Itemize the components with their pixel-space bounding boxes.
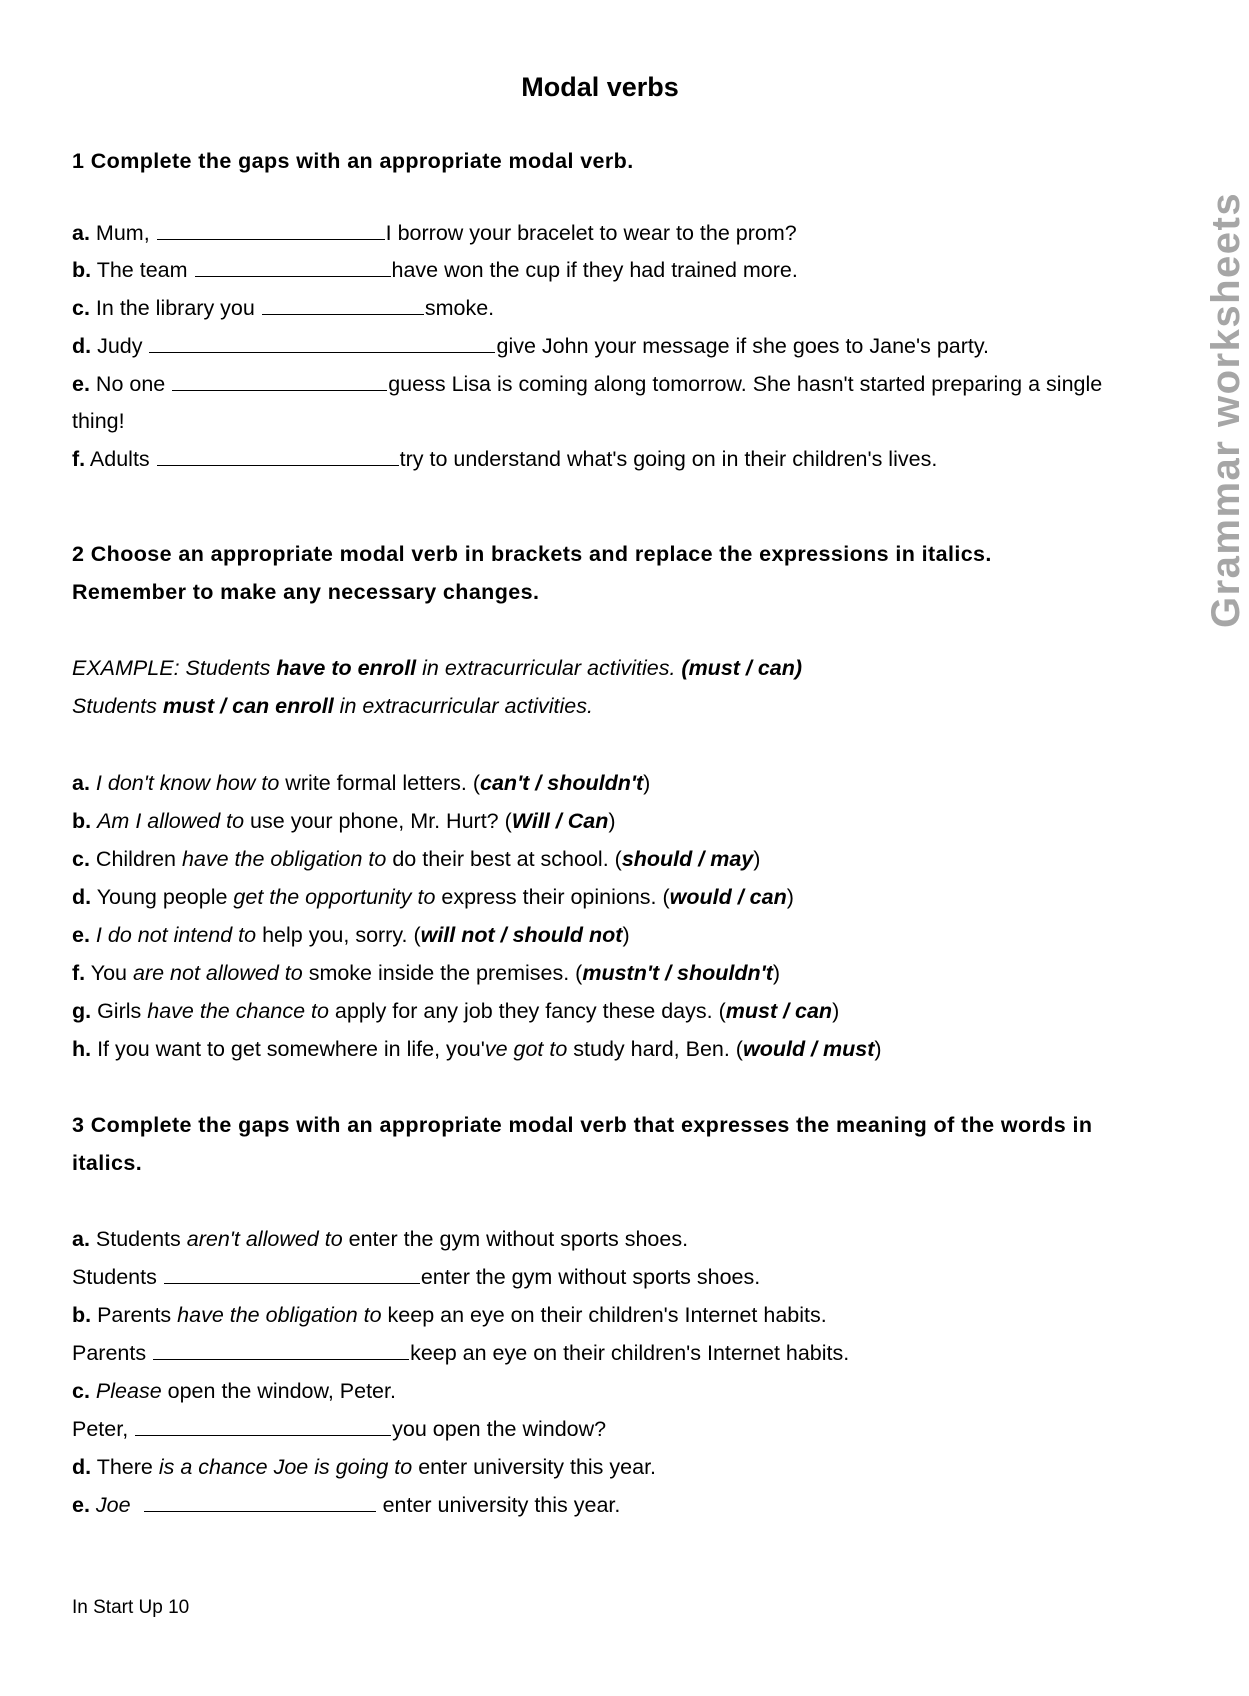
answer-gap[interactable]	[157, 447, 399, 466]
footer-text: In Start Up 10	[72, 1597, 190, 1618]
s1-item-d: d. Judy give John your message if she goes to Jane's party.	[72, 334, 989, 358]
example-line-1: EXAMPLE: Students have to enroll in extracurricular activities. (must / can)	[72, 656, 803, 680]
s1-item-e-cont: thing!	[72, 409, 125, 433]
answer-gap[interactable]	[172, 372, 387, 391]
page-title: Modal verbs	[521, 72, 679, 102]
s1-item-a: a. Mum, I borrow your bracelet to wear to the prom?	[72, 221, 797, 245]
s1-item-f: f. Adults try to understand what's going on in their children's lives.	[72, 447, 938, 471]
section1-heading: 1 Complete the gaps with an appropriate modal verb.	[72, 149, 634, 173]
s3-item-e: e. Joe enter university this year.	[72, 1493, 621, 1517]
side-label	[1142, 188, 1248, 648]
s2-item-a: a. I don't know how to write formal letters. (can't / shouldn't)	[72, 771, 651, 795]
s1-item-b: b. The team have won the cup if they had trained more.	[72, 258, 798, 282]
s3-item-a-answer: Students enter the gym without sports shoes.	[72, 1265, 761, 1289]
s3-item-c: c. Please open the window, Peter.	[72, 1379, 396, 1403]
side-label-text: Grammar worksheets	[1204, 191, 1248, 628]
s3-item-b: b. Parents have the obligation to keep an eye on their children's Internet habits.	[72, 1303, 827, 1327]
s2-item-b: b. Am I allowed to use your phone, Mr. Hurt? (Will / Can)	[72, 809, 616, 833]
s2-item-f: f. You are not allowed to smoke inside the premises. (mustn't / shouldn't)	[72, 961, 781, 985]
s2-item-e: e. I do not intend to help you, sorry. (will not / should not)	[72, 923, 630, 947]
s2-item-h: h. If you want to get somewhere in life, you've got to study hard, Ben. (would / must)	[72, 1037, 882, 1061]
example-line-2: Students must / can enroll in extracurricular activities.	[72, 694, 593, 718]
s3-item-c-answer: Peter, you open the window?	[72, 1417, 607, 1441]
section2-heading-1: 2 Choose an appropriate modal verb in brackets and replace the expressions in italics.	[72, 542, 992, 566]
answer-gap[interactable]	[262, 296, 424, 315]
answer-gap[interactable]	[149, 334, 495, 353]
s1-item-e: e. No one guess Lisa is coming along tomorrow. She hasn't started preparing a single	[72, 372, 1103, 396]
section2-heading-2: Remember to make any necessary changes.	[72, 580, 540, 604]
answer-gap[interactable]	[157, 221, 385, 240]
answer-gap[interactable]	[135, 1417, 391, 1436]
s2-item-c: c. Children have the obligation to do their best at school. (should / may)	[72, 847, 761, 871]
s1-item-c: c. In the library you smoke.	[72, 296, 495, 320]
s2-item-d: d. Young people get the opportunity to express their opinions. (would / can)	[72, 885, 794, 909]
answer-gap[interactable]	[153, 1341, 409, 1360]
section3-heading-2: italics.	[72, 1151, 143, 1175]
section3-heading-1: 3 Complete the gaps with an appropriate modal verb that expresses the meaning of the words in	[72, 1113, 1093, 1137]
answer-gap[interactable]	[144, 1493, 376, 1512]
s2-item-g: g. Girls have the chance to apply for any job they fancy these days. (must / can)	[72, 999, 840, 1023]
s3-item-a: a. Students aren't allowed to enter the gym without sports shoes.	[72, 1227, 689, 1251]
s3-item-b-answer: Parents keep an eye on their children's Internet habits.	[72, 1341, 850, 1365]
s3-item-d: d. There is a chance Joe is going to enter university this year.	[72, 1455, 657, 1479]
answer-gap[interactable]	[195, 258, 391, 277]
answer-gap[interactable]	[164, 1265, 420, 1284]
